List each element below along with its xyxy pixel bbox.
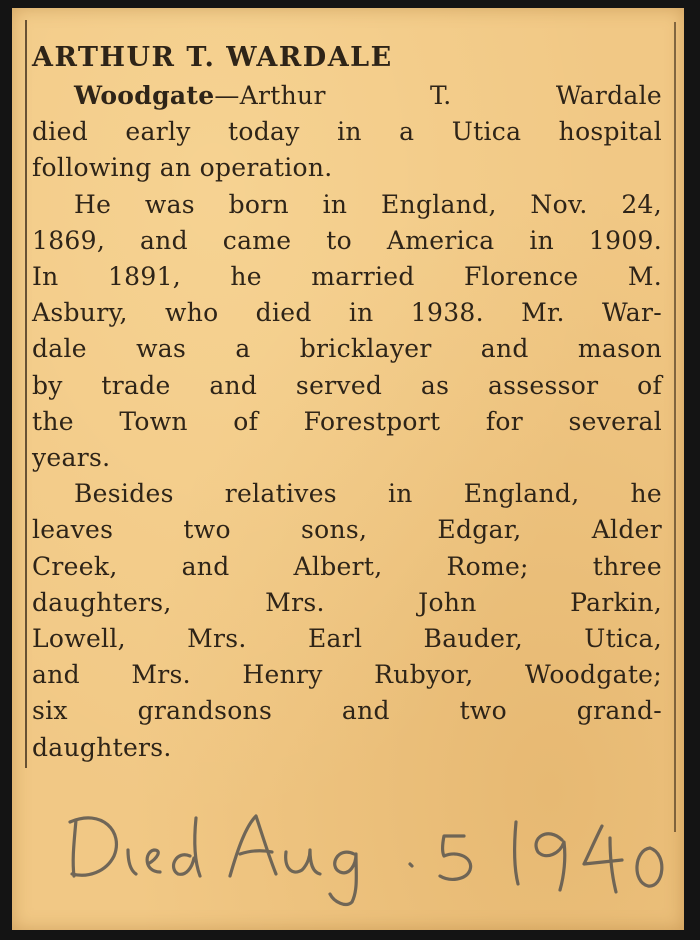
text-line: Besides relatives in England, he <box>74 479 662 509</box>
text-line: Creek, and Albert, Rome; three <box>32 551 662 581</box>
handwritten-date-note <box>62 798 682 908</box>
column-rule-right <box>674 22 676 832</box>
handwritten-note-text: Died Aug. 5 1940 <box>62 798 70 799</box>
text-line: leaves two sons, Edgar, Alder <box>32 515 662 545</box>
newspaper-clipping <box>12 8 684 930</box>
text-line: He was born in England, Nov. 24, <box>74 189 662 219</box>
text-line: daughters. <box>32 732 172 762</box>
text-line: died early today in a Utica hospital <box>32 117 662 147</box>
text-line: following an operation. <box>32 153 333 183</box>
text-line <box>32 78 662 114</box>
text-line: Asbury, who died in 1938. Mr. War- <box>32 298 662 328</box>
text-line: dale was a bricklayer and mason <box>32 334 662 364</box>
text-line: Lowell, Mrs. Earl Bauder, Utica, <box>32 624 662 654</box>
text-line: six grandsons and two grand- <box>32 696 662 726</box>
text-line: years. <box>32 443 111 473</box>
dateline: Woodgate <box>74 81 215 110</box>
text-line: daughters, Mrs. John Parkin, <box>32 587 662 617</box>
text-line: In 1891, he married Florence M. <box>32 262 662 292</box>
column-rule-left <box>25 20 27 768</box>
obituary-headline: ARTHUR T. WARDALE <box>32 42 393 73</box>
text-line: the Town of Forestport for several <box>32 406 662 436</box>
text-line: by trade and served as assessor of <box>32 370 662 400</box>
text-line-content: —Arthur T. Wardale <box>214 81 662 110</box>
text-line: 1869, and came to America in 1909. <box>32 225 662 255</box>
text-line: and Mrs. Henry Rubyor, Woodgate; <box>32 660 662 690</box>
obituary-text <box>32 38 662 766</box>
